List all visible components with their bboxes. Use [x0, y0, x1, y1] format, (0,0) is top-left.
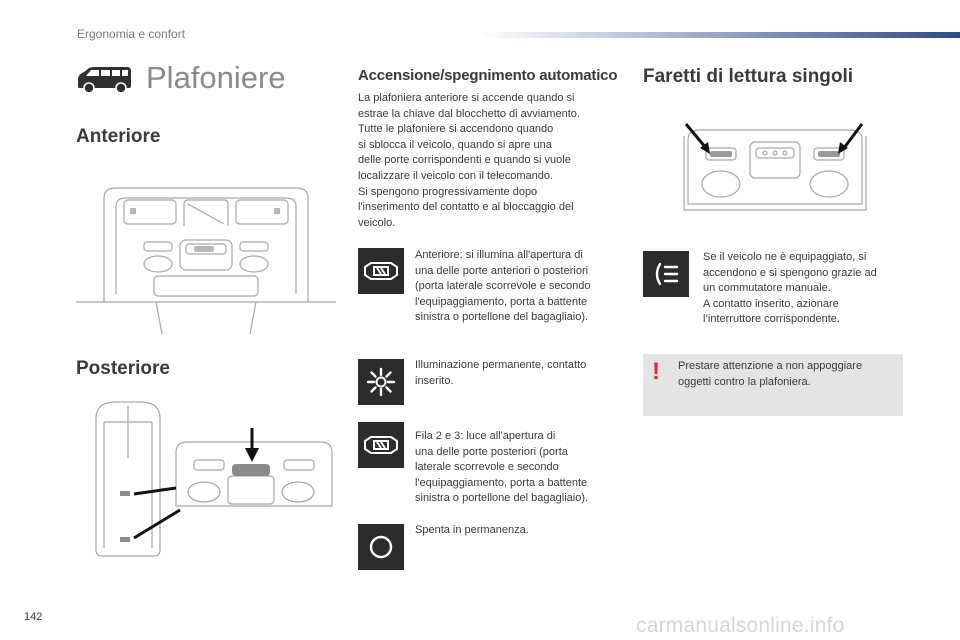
door-light-icon — [358, 248, 404, 294]
front-heading: Anteriore — [76, 126, 161, 147]
auto-description: La plafoniera anteriore si accende quando si estrae la chiave dal blocchetto di avviamento. Tutte le plafoniere si accendono quando si sblocca il veicolo, quando si apre una delle porte corrispondenti e quando si vuole localizzare il veicolo con il telecomando. Si spengono progressivamente dopo l'inserimento del contatto e al bloccaggio del veicolo. — [358, 92, 580, 229]
off-circle-icon — [358, 524, 404, 570]
watermark: carmanualsonline.info — [636, 614, 845, 637]
rear-heading: Posteriore — [76, 358, 170, 379]
page-title: Plafoniere — [146, 60, 286, 95]
warning-text: Prestare attenzione a non appoggiare oggetti contro la plafoniera. — [678, 360, 863, 388]
sun-icon — [358, 359, 404, 405]
mode-rows-text: Fila 2 e 3: luce all'apertura di una delle porte posteriori (porta laterale scorrevole e secondo l'equipaggiamento, porta a battente sinistra o portellone del bagagliaio). — [415, 430, 589, 505]
rear-ceiling-light-illustration — [76, 398, 336, 558]
front-ceiling-light-illustration — [76, 178, 336, 338]
door-light-icon — [358, 422, 404, 468]
mode-permanent-text: Illuminazione permanente, contatto inserito. — [415, 359, 587, 387]
page-number: 142 — [24, 611, 43, 623]
van-icon — [75, 66, 133, 94]
mode-front-text: Anteriore: si illumina all'apertura di una delle porte anteriori o posteriori (porta laterale scorrevole e secondo l'equipaggiamento, porta a battente sinistra o portellone del bagagliaio). — [415, 249, 591, 324]
reading-light-icon — [643, 251, 689, 297]
header-accent-bar — [478, 32, 960, 38]
section-title: Ergonomia e confort — [77, 27, 186, 41]
warning-icon: ! — [652, 358, 660, 385]
reading-heading: Faretti di lettura singoli — [643, 66, 854, 87]
auto-heading: Accensione/spegnimento automatico — [358, 67, 618, 84]
mode-off-text: Spenta in permanenza. — [415, 524, 529, 536]
reading-description: Se il veicolo ne è equipaggiato, si accendono e si spengono grazie ad un commutatore manuale. A contatto inserito, azionare l’interruttore corrispondente. — [703, 251, 877, 326]
reading-lights-illustration — [680, 118, 870, 218]
